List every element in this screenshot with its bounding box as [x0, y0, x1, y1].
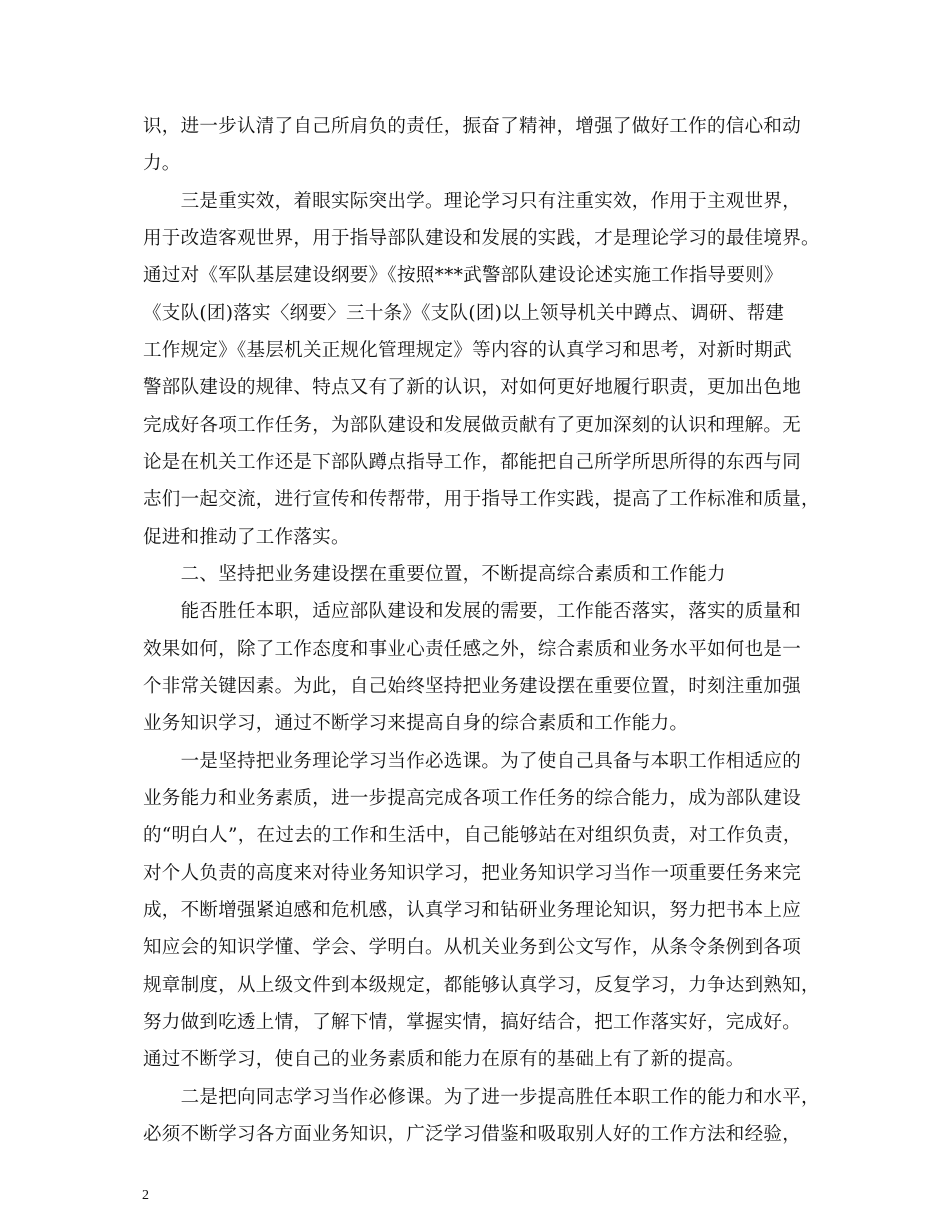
text-line: 论是在机关工作还是下部队蹲点指导工作，都能把自己所学所思所得的东西与同 [143, 452, 802, 473]
text-line: 《支队(团)落实〈纲要〉三十条》《支队(团)以上领导机关中蹲点、调研、帮建 [143, 303, 785, 324]
text-line: 志们一起交流，进行宣传和传帮带，用于指导工作实践，提高了工作标准和质量， [143, 489, 820, 510]
text-line: 用于改造客观世界，用于指导部队建设和发展的实践，才是理论学习的最佳境界。 [143, 228, 820, 249]
text-line: 效果如何，除了工作态度和事业心责任感之外，综合素质和业务水平如何也是一 [143, 639, 802, 660]
text-line: 的“明白人”，在过去的工作和生活中，自己能够站在对组织负责，对工作负责， [143, 825, 802, 846]
text-line: 努力做到吃透上情，了解下情，掌握实情，搞好结合，把工作落实好，完成好。 [143, 1012, 802, 1033]
text-line: 规章制度，从上级文件到本级规定，都能够认真学习，反复学习，力争达到熟知， [143, 975, 820, 996]
text-line: 个非常关键因素。为此，自己始终坚持把业务建设摆在重要位置，时刻注重加强 [143, 676, 802, 697]
text-line: 警部队建设的规律、特点又有了新的认识，对如何更好地履行职责，更加出色地 [143, 377, 802, 398]
text-line: 通过不断学习，使自己的业务素质和能力在原有的基础上有了新的提高。 [143, 1049, 745, 1070]
text-line: 一是坚持把业务理论学习当作必选课。为了使自己具备与本职工作相适应的 [143, 751, 802, 772]
text-line: 二是把向同志学习当作必修课。为了进一步提高胜任本职工作的能力和水平， [143, 1087, 820, 1108]
text-line: 完成好各项工作任务，为部队建设和发展做贡献有了更加深刻的认识和理解。无 [143, 415, 802, 436]
text-line: 业务知识学习，通过不断学习来提高自身的综合素质和工作能力。 [143, 713, 689, 734]
text-line: 能否胜任本职，适应部队建设和发展的需要，工作能否落实，落实的质量和 [143, 601, 802, 622]
text-line: 力。 [143, 153, 181, 174]
text-line: 业务能力和业务素质，进一步提高完成各项工作任务的综合能力，成为部队建设 [143, 788, 802, 809]
text-line: 工作规定》《基层机关正规化管理规定》等内容的认真学习和思考，对新时期武 [143, 340, 792, 361]
text-line: 促进和推动了工作落实。 [143, 527, 350, 548]
text-line: 知应会的知识学懂、学会、学明白。从机关业务到公文写作，从条令条例到各项 [143, 937, 802, 958]
text-line: 识，进一步认清了自己所肩负的责任，振奋了精神，增强了做好工作的信心和动 [143, 116, 802, 137]
page-number: 2 [142, 1188, 149, 1203]
text-line: 对个人负责的高度来对待业务知识学习，把业务知识学习当作一项重要任务来完 [143, 863, 802, 884]
text-line: 必须不断学习各方面业务知识，广泛学习借鉴和吸取别人好的工作方法和经验， [143, 1124, 802, 1145]
text-line: 三是重实效，着眼实际突出学。理论学习只有注重实效，作用于主观世界， [143, 191, 802, 212]
text-line: 通过对《军队基层建设纲要》《按照***武警部队建设论述实施工作指导要则》 [143, 265, 783, 286]
section-heading: 二、坚持把业务建设摆在重要位置，不断提高综合素质和工作能力 [143, 564, 726, 585]
text-line: 成，不断增强紧迫感和危机感，认真学习和钻研业务理论知识，努力把书本上应 [143, 900, 802, 921]
